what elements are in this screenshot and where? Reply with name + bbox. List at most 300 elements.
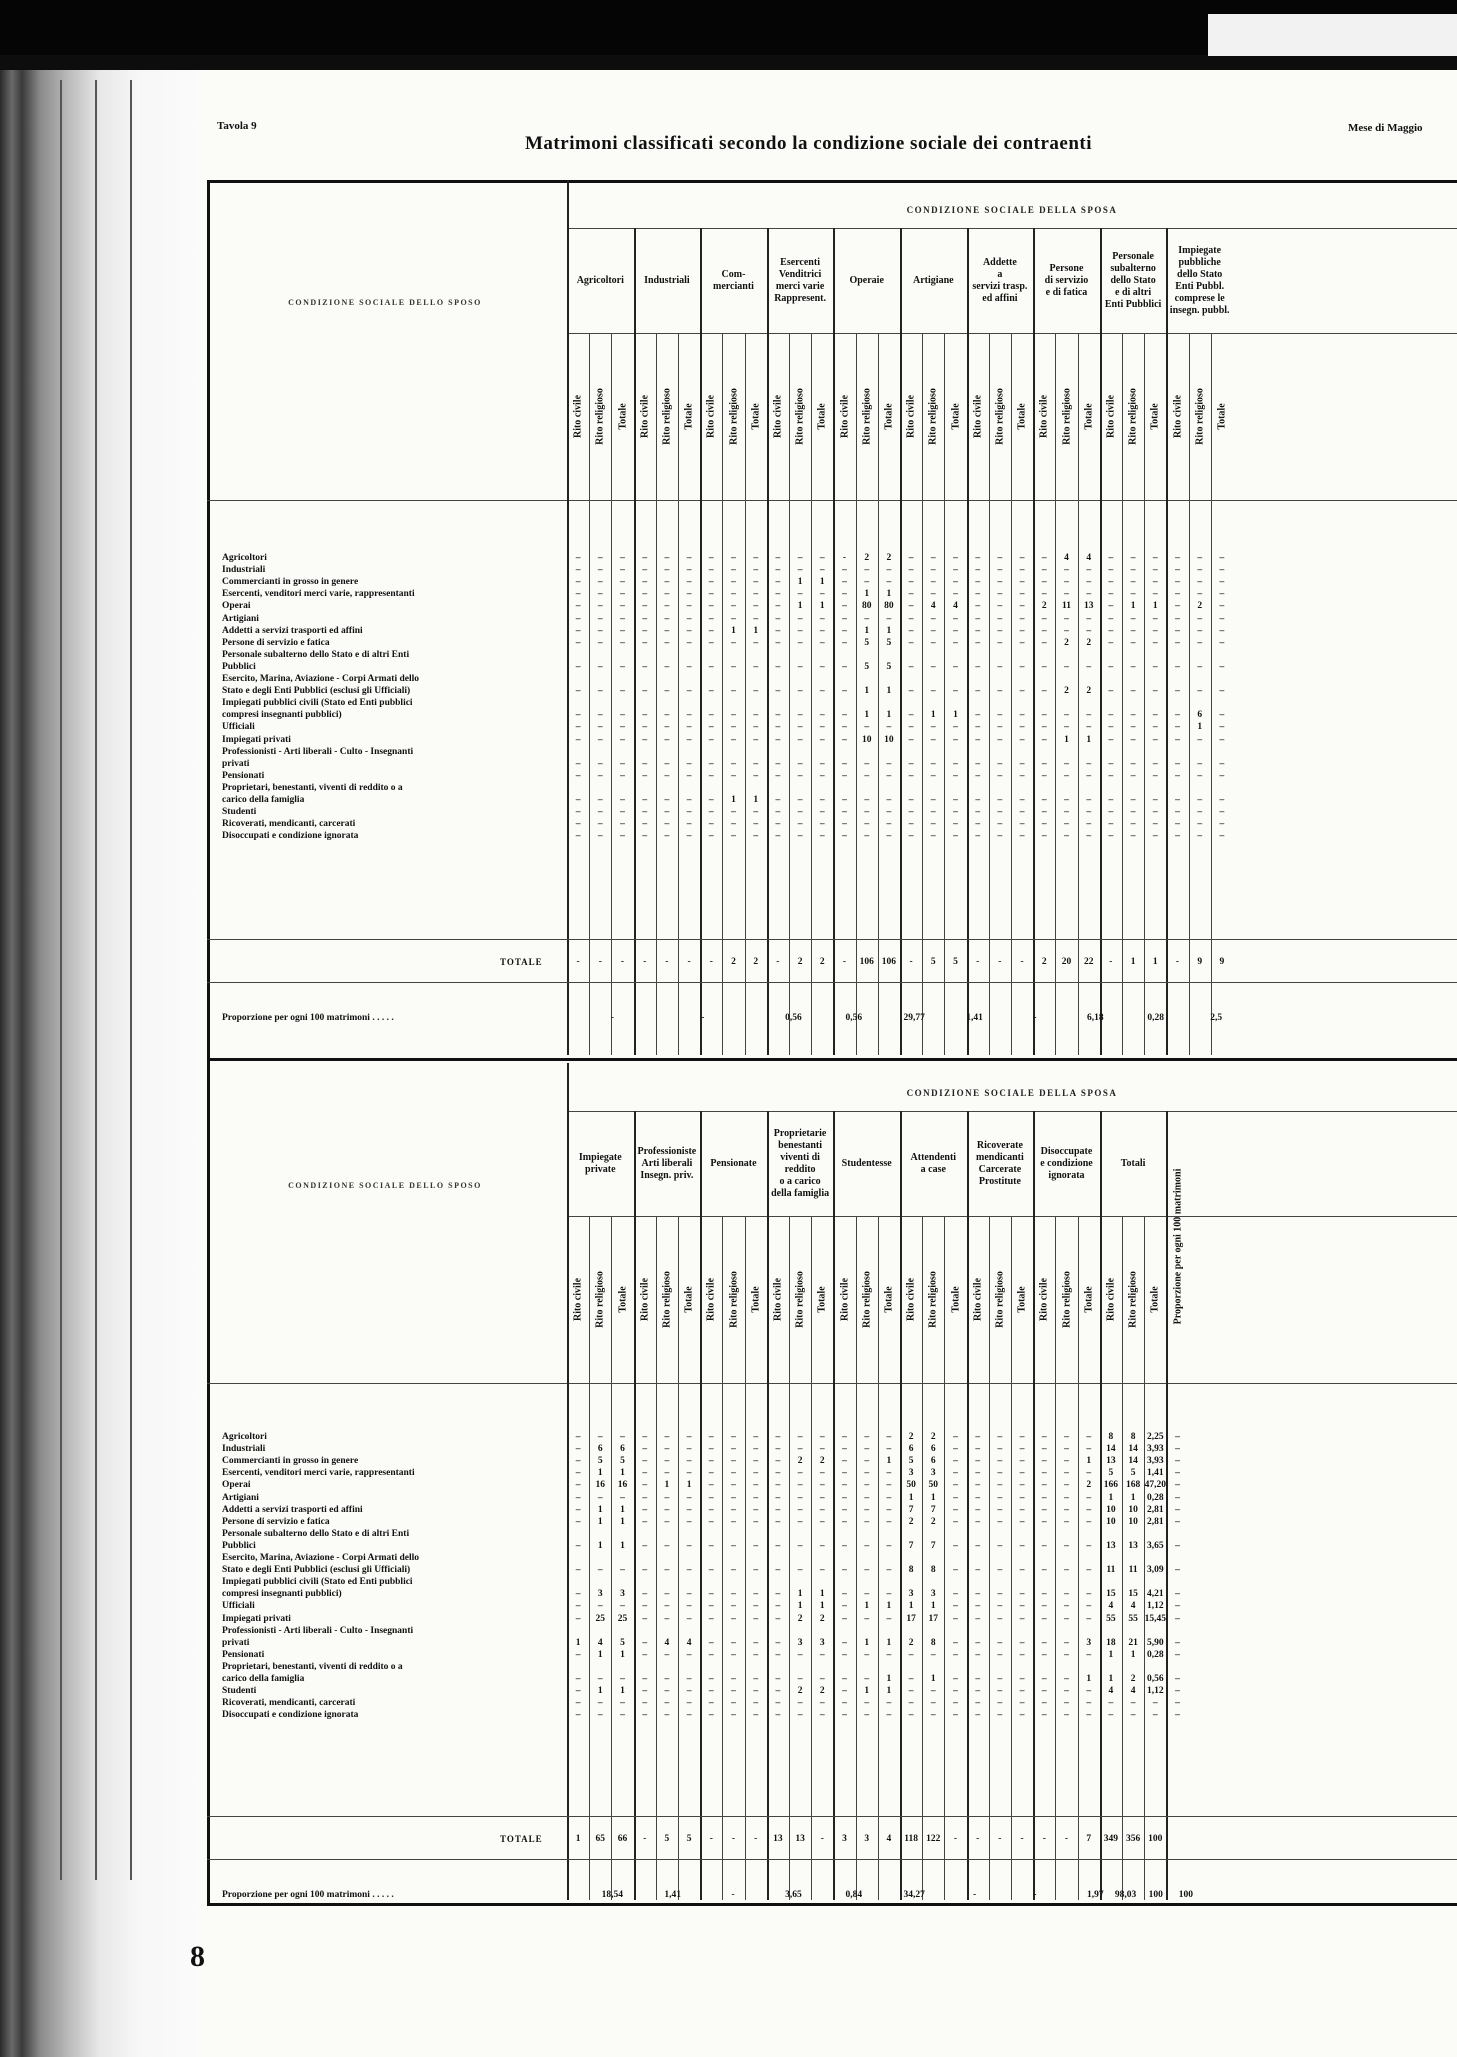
scan-corner-paper <box>1208 14 1457 56</box>
bottom-cell: – <box>975 1698 981 1709</box>
bottom-cell: – <box>775 1649 781 1660</box>
bottom-cell: – <box>1041 1480 1047 1491</box>
bottom-row-label: Ufficiali <box>222 1601 255 1612</box>
bottom-total-cell: 5 <box>664 1834 670 1844</box>
top-subcol-header: Rito religioso <box>861 387 873 445</box>
bottom-cell: – <box>597 1492 603 1503</box>
bottom-row-label: Professionisti - Arti liberali - Culto - Insegnanti <box>222 1625 414 1636</box>
top-cell: – <box>597 758 603 769</box>
top-cell: – <box>842 758 847 769</box>
top-cell: – <box>620 807 625 818</box>
top-cell: – <box>842 625 847 636</box>
top-cell: – <box>797 831 803 842</box>
bottom-group-header: Professioniste Arti liberali Insegn. priv. <box>637 1145 697 1181</box>
top-cell: – <box>1064 589 1069 600</box>
top-cell: – <box>1041 553 1047 563</box>
bottom-cell: 50 <box>928 1480 939 1491</box>
bottom-cell: – <box>975 1637 981 1648</box>
top-cell: – <box>1175 577 1180 588</box>
top-cell: – <box>953 589 958 600</box>
bottom-cell: – <box>1041 1649 1047 1660</box>
top-proportion-cell: 2,5 <box>1210 1013 1223 1023</box>
top-cell: – <box>1041 722 1047 733</box>
top-cell: – <box>642 613 648 624</box>
top-cell: – <box>642 819 648 830</box>
bottom-cell: – <box>775 1504 781 1515</box>
bottom-cell: – <box>997 1710 1003 1721</box>
bottom-cell: – <box>975 1480 981 1491</box>
bottom-cell: 4 <box>1130 1686 1136 1697</box>
top-cell: – <box>708 770 714 781</box>
bottom-cell: – <box>842 1649 847 1660</box>
top-subcol-header: Rito religioso <box>927 387 939 445</box>
top-cell: – <box>1152 625 1158 636</box>
bottom-cell: – <box>864 1710 870 1721</box>
bottom-cell: – <box>842 1601 847 1612</box>
top-cell: – <box>664 565 670 576</box>
spine-line <box>130 80 132 1880</box>
bottom-cell: – <box>797 1674 803 1684</box>
top-cell: – <box>1175 661 1180 672</box>
top-total-cell: 5 <box>953 957 958 967</box>
top-cell: – <box>953 613 958 624</box>
bottom-cell: – <box>597 1674 603 1684</box>
top-row-label: Impiegati privati <box>222 734 291 745</box>
top-cell: – <box>597 770 603 781</box>
bottom-cell: – <box>908 1710 914 1721</box>
top-cell: – <box>819 565 825 576</box>
bottom-cell: 15,45 <box>1144 1613 1166 1624</box>
bottom-cell: – <box>686 1516 692 1527</box>
top-cell: – <box>797 661 803 672</box>
bottom-cell: – <box>1064 1516 1069 1527</box>
top-total-cell: 20 <box>1061 957 1072 967</box>
top-cell: – <box>1041 795 1047 805</box>
bottom-cell: – <box>864 1480 870 1491</box>
top-cell: – <box>708 831 714 842</box>
bottom-cell: – <box>953 1601 958 1612</box>
top-cell: – <box>1219 661 1225 672</box>
top-subcol-header: Rito civile <box>839 394 850 438</box>
bottom-cell: 50 <box>906 1480 916 1491</box>
top-row-label: Stato e degli Enti Pubblici (esclusi gli Ufficiali) <box>222 686 411 697</box>
bottom-cell: – <box>642 1674 648 1684</box>
top-cell: – <box>975 613 981 624</box>
top-cell: – <box>1219 758 1225 769</box>
page-title: Matrimoni classificati secondo la condizione sociale dei contraenti <box>525 133 1093 154</box>
top-cell: – <box>997 734 1003 745</box>
top-cell: – <box>753 758 759 769</box>
top-stub-title: CONDIZIONE SOCIALE DELLO SPOSO <box>288 298 482 307</box>
top-cell: – <box>708 734 714 745</box>
bottom-cell: – <box>1086 1504 1092 1515</box>
bottom-cell: – <box>1019 1480 1025 1491</box>
top-cell: – <box>775 770 781 781</box>
bottom-cell: – <box>686 1444 692 1455</box>
block-separator <box>207 1058 1457 1061</box>
bottom-proportion-cell: 3,65 <box>785 1890 802 1900</box>
top-cell: 10 <box>884 734 894 745</box>
top-cell: – <box>953 661 958 672</box>
top-cell: – <box>597 686 603 697</box>
bottom-cell: – <box>664 1589 670 1600</box>
top-cell: – <box>664 637 670 648</box>
bottom-subcol-header: Rito religioso <box>728 1270 739 1328</box>
top-cell: – <box>620 625 625 636</box>
top-cell: – <box>1019 831 1025 842</box>
bottom-cell: – <box>1041 1601 1047 1612</box>
bottom-cell: – <box>1064 1686 1069 1697</box>
bottom-row-label: privati <box>222 1637 250 1648</box>
bottom-cell: – <box>975 1468 981 1479</box>
bottom-cell: – <box>708 1710 714 1721</box>
top-cell: – <box>842 734 847 745</box>
bottom-cell: 3 <box>797 1637 803 1648</box>
bottom-cell: – <box>1175 1601 1180 1612</box>
bottom-total-cell: 122 <box>926 1834 941 1844</box>
bottom-total-cell: - <box>709 1834 713 1844</box>
bottom-cell: – <box>886 1444 892 1455</box>
bottom-cell: – <box>731 1674 736 1684</box>
bottom-cell: – <box>1019 1589 1025 1600</box>
bottom-cell: – <box>686 1649 692 1660</box>
top-cell: – <box>731 589 736 600</box>
top-cell: – <box>1108 831 1114 842</box>
top-cell: – <box>708 637 714 648</box>
bottom-cell: – <box>753 1444 759 1455</box>
bottom-cell: – <box>708 1516 714 1527</box>
top-cell: – <box>1175 625 1180 636</box>
bottom-cell: – <box>753 1601 759 1612</box>
bottom-cell: – <box>775 1613 781 1624</box>
top-cell: – <box>842 686 847 697</box>
top-cell: – <box>753 686 759 697</box>
bottom-cell: 16 <box>595 1480 606 1491</box>
bottom-cell: 55 <box>1128 1613 1138 1624</box>
top-cell: – <box>797 637 803 648</box>
bottom-cell: 17 <box>928 1613 939 1624</box>
top-proportion-cell: 1,41 <box>966 1013 983 1023</box>
top-cell: – <box>908 553 914 563</box>
top-cell: – <box>1019 589 1025 600</box>
top-cell: – <box>575 710 581 721</box>
bottom-col-divider <box>1055 1216 1056 1900</box>
top-cell: – <box>1175 722 1180 733</box>
top-cell: – <box>1019 661 1025 672</box>
top-cell: – <box>908 710 914 721</box>
bottom-proportion-cell: 100 <box>1148 1890 1163 1900</box>
bottom-cell: – <box>575 1432 581 1442</box>
top-cell: – <box>842 577 847 588</box>
top-row-label: Ufficiali <box>222 722 255 733</box>
top-cell: – <box>731 577 736 588</box>
top-subcol-header: Totale <box>617 402 628 430</box>
top-cell: – <box>664 734 670 745</box>
top-cell: – <box>975 577 981 588</box>
top-cell: – <box>975 770 981 781</box>
bottom-cell: 3 <box>930 1468 936 1479</box>
top-cell: – <box>908 722 914 733</box>
top-cell: – <box>1108 819 1114 830</box>
top-cell: – <box>1041 613 1047 624</box>
bottom-cell: – <box>930 1710 936 1721</box>
bottom-cell: – <box>753 1456 759 1467</box>
bottom-cell: – <box>1130 1698 1136 1709</box>
bottom-cell: 0,28 <box>1146 1649 1164 1660</box>
top-cell: – <box>864 565 870 576</box>
bottom-cell: – <box>819 1480 825 1491</box>
bottom-cell: 3 <box>819 1637 825 1648</box>
top-cell: – <box>1175 710 1180 721</box>
top-cell: – <box>664 553 670 563</box>
top-cell: – <box>797 565 803 576</box>
top-cell: 1 <box>731 795 736 805</box>
bottom-group-header: Impiegate private <box>578 1151 622 1175</box>
bottom-cell: – <box>642 1589 648 1600</box>
top-cell: – <box>575 637 581 648</box>
top-cell: – <box>975 795 981 805</box>
top-total-cell: 106 <box>859 957 874 967</box>
top-cell: – <box>886 565 892 576</box>
bottom-cell: – <box>664 1613 670 1624</box>
top-cell: – <box>1041 807 1047 818</box>
top-cell: – <box>597 553 603 563</box>
top-cell: – <box>775 807 781 818</box>
bottom-cell: – <box>1086 1589 1092 1600</box>
bottom-cell: – <box>819 1710 825 1721</box>
top-cell: – <box>797 686 803 697</box>
bottom-cell: – <box>1019 1601 1025 1612</box>
bottom-cell: – <box>1108 1710 1114 1721</box>
bottom-cell: – <box>575 1504 581 1515</box>
bottom-proportion-cell: - <box>972 1890 977 1900</box>
top-cell: 1 <box>1064 734 1069 745</box>
top-row-label: carico della famiglia <box>222 795 305 805</box>
top-cell: – <box>864 722 870 733</box>
bottom-cell: – <box>864 1674 870 1684</box>
bottom-cell: – <box>953 1674 958 1684</box>
top-cell: 5 <box>864 661 870 672</box>
top-cell: – <box>1175 734 1180 745</box>
bottom-cell: – <box>997 1613 1003 1624</box>
bottom-cell: – <box>975 1432 981 1442</box>
bottom-cell: – <box>775 1480 781 1491</box>
bottom-cell: – <box>842 1504 847 1515</box>
bottom-cell: – <box>997 1444 1003 1455</box>
top-total-cell: 2 <box>797 957 803 967</box>
top-cell: – <box>1219 625 1225 636</box>
top-cell: 80 <box>861 601 872 612</box>
bottom-cell: – <box>886 1698 892 1709</box>
bottom-cell: – <box>842 1444 847 1455</box>
bottom-cell: 1 <box>620 1468 625 1479</box>
bottom-cell: – <box>620 1492 625 1503</box>
top-cell: – <box>753 553 759 563</box>
bottom-cell: – <box>708 1480 714 1491</box>
bottom-cell: – <box>664 1456 670 1467</box>
bottom-cell: – <box>708 1492 714 1503</box>
bottom-cell: – <box>842 1565 847 1576</box>
top-cell: – <box>620 734 625 745</box>
top-group-header: Industriali <box>644 274 690 286</box>
top-cell: – <box>686 686 692 697</box>
top-cell: – <box>1041 734 1047 745</box>
top-cell: – <box>753 661 759 672</box>
bottom-cell: – <box>1086 1601 1092 1612</box>
bottom-subcol-header: Totale <box>617 1285 628 1313</box>
bottom-subcol-header: Rito civile <box>705 1277 717 1321</box>
bottom-cell: 1 <box>575 1637 581 1648</box>
bottom-col-divider <box>722 1216 723 1900</box>
bottom-total-cell: - <box>754 1834 758 1844</box>
top-cell: – <box>930 722 936 733</box>
top-cell: – <box>953 577 958 588</box>
top-cell: – <box>642 795 648 805</box>
top-cell: – <box>1108 734 1114 745</box>
top-cell: 1 <box>753 625 759 636</box>
top-cell: – <box>620 661 625 672</box>
top-cell: – <box>1086 722 1092 733</box>
bottom-cell: – <box>731 1710 736 1721</box>
top-cell: – <box>953 553 958 563</box>
top-cell: – <box>1041 625 1047 636</box>
top-cell: – <box>1041 565 1047 576</box>
top-cell: – <box>620 577 625 588</box>
bottom-cell: – <box>997 1468 1003 1479</box>
bottom-cell: – <box>1041 1613 1047 1624</box>
bottom-cell: – <box>708 1468 714 1479</box>
bottom-cell: – <box>620 1565 625 1576</box>
bottom-cell: – <box>997 1565 1003 1576</box>
bottom-cell: – <box>686 1540 692 1551</box>
top-total-cell: - <box>687 957 691 967</box>
bottom-cell: – <box>1086 1613 1092 1624</box>
bottom-cell: – <box>953 1468 958 1479</box>
top-cell: – <box>975 734 981 745</box>
top-cell: – <box>953 637 958 648</box>
bottom-cell: – <box>708 1674 714 1684</box>
bottom-col-divider <box>878 1216 879 1900</box>
top-cell: – <box>1130 553 1136 563</box>
bottom-cell: – <box>686 1492 692 1503</box>
top-cell: – <box>819 734 825 745</box>
top-cell: – <box>886 770 892 781</box>
top-cell: – <box>753 819 759 830</box>
bottom-row-label: Industriali <box>222 1444 266 1455</box>
bottom-cell: – <box>930 1698 936 1709</box>
bottom-cell: – <box>731 1601 736 1612</box>
top-cell: – <box>886 807 892 818</box>
top-group-header: Artigiane <box>913 274 954 286</box>
top-cell: – <box>1108 795 1114 805</box>
top-cell: – <box>1086 795 1092 805</box>
top-cell: – <box>575 831 581 842</box>
bottom-cell: – <box>797 1468 803 1479</box>
bottom-total-cell: - <box>731 1834 736 1844</box>
bottom-cell: 2 <box>930 1432 936 1442</box>
bottom-cell: – <box>775 1710 781 1721</box>
bottom-cell: – <box>1019 1444 1025 1455</box>
bottom-cell: – <box>753 1589 759 1600</box>
top-cell: – <box>797 795 803 805</box>
top-cell: – <box>597 795 603 805</box>
bottom-cell: – <box>664 1601 670 1612</box>
bottom-cell: – <box>575 1710 581 1721</box>
bottom-cell: – <box>731 1492 736 1503</box>
top-cell: – <box>1219 686 1225 697</box>
top-cell: – <box>842 807 847 818</box>
top-cell: – <box>686 770 692 781</box>
bottom-cell: 2 <box>797 1686 803 1697</box>
bottom-row-label: Esercenti, venditori merci varie, rappresentanti <box>222 1468 415 1479</box>
bottom-cell: – <box>997 1432 1003 1442</box>
bottom-cell: – <box>686 1613 692 1624</box>
bottom-cell: – <box>1019 1432 1025 1442</box>
top-cell: – <box>642 661 648 672</box>
top-cell: – <box>819 795 825 805</box>
top-cell: – <box>642 710 648 721</box>
top-cell: 2 <box>1086 637 1092 648</box>
bottom-cell: – <box>819 1565 825 1576</box>
bottom-cell: – <box>597 1565 603 1576</box>
bottom-row-label: Artigiani <box>222 1492 259 1503</box>
bottom-cell: – <box>997 1516 1003 1527</box>
top-cell: – <box>753 807 759 818</box>
bottom-cell: – <box>864 1468 870 1479</box>
bottom-cell: 2 <box>908 1637 914 1648</box>
bottom-cell: – <box>775 1540 781 1551</box>
top-cell: – <box>775 710 781 721</box>
bottom-cell: – <box>953 1504 958 1515</box>
bottom-cell: 7 <box>908 1540 914 1551</box>
bottom-cell: – <box>686 1674 692 1684</box>
top-cell: – <box>686 734 692 745</box>
top-cell: – <box>664 710 670 721</box>
bottom-cell: – <box>886 1589 892 1600</box>
top-cell: – <box>1175 637 1180 648</box>
top-cell: – <box>975 686 981 697</box>
top-cell: – <box>1130 819 1136 830</box>
bottom-stub-title: CONDIZIONE SOCIALE DELLO SPOSO <box>288 1181 482 1190</box>
top-total-cell: 106 <box>881 957 897 967</box>
bottom-cell: – <box>775 1565 781 1576</box>
top-cell: – <box>597 589 603 600</box>
bottom-cell: 13 <box>1106 1456 1116 1467</box>
bottom-row-label: compresi insegnanti pubblici) <box>222 1589 342 1600</box>
bottom-cell: – <box>664 1504 670 1515</box>
bottom-cell: – <box>731 1504 736 1515</box>
top-rule <box>207 982 1457 983</box>
bottom-cell: – <box>1175 1565 1180 1576</box>
top-cell: – <box>1064 577 1069 588</box>
bottom-cell: – <box>775 1456 781 1467</box>
top-cell: – <box>597 831 603 842</box>
top-cell: – <box>842 589 847 600</box>
bottom-cell: – <box>886 1649 892 1660</box>
top-cell: 1 <box>1197 722 1203 733</box>
bottom-cell: 3 <box>597 1589 603 1600</box>
bottom-col-divider <box>678 1216 679 1900</box>
bottom-cell: 7 <box>908 1504 914 1515</box>
top-cell: – <box>930 637 936 648</box>
bottom-cell: 2 <box>908 1516 914 1527</box>
bottom-subcol-header: Totale <box>1083 1285 1095 1313</box>
bottom-cell: – <box>642 1710 648 1721</box>
bottom-cell: – <box>953 1432 958 1442</box>
bottom-cell: 6 <box>597 1444 603 1455</box>
bottom-cell: – <box>1086 1686 1092 1697</box>
bottom-total-cell: - <box>1020 1834 1024 1844</box>
